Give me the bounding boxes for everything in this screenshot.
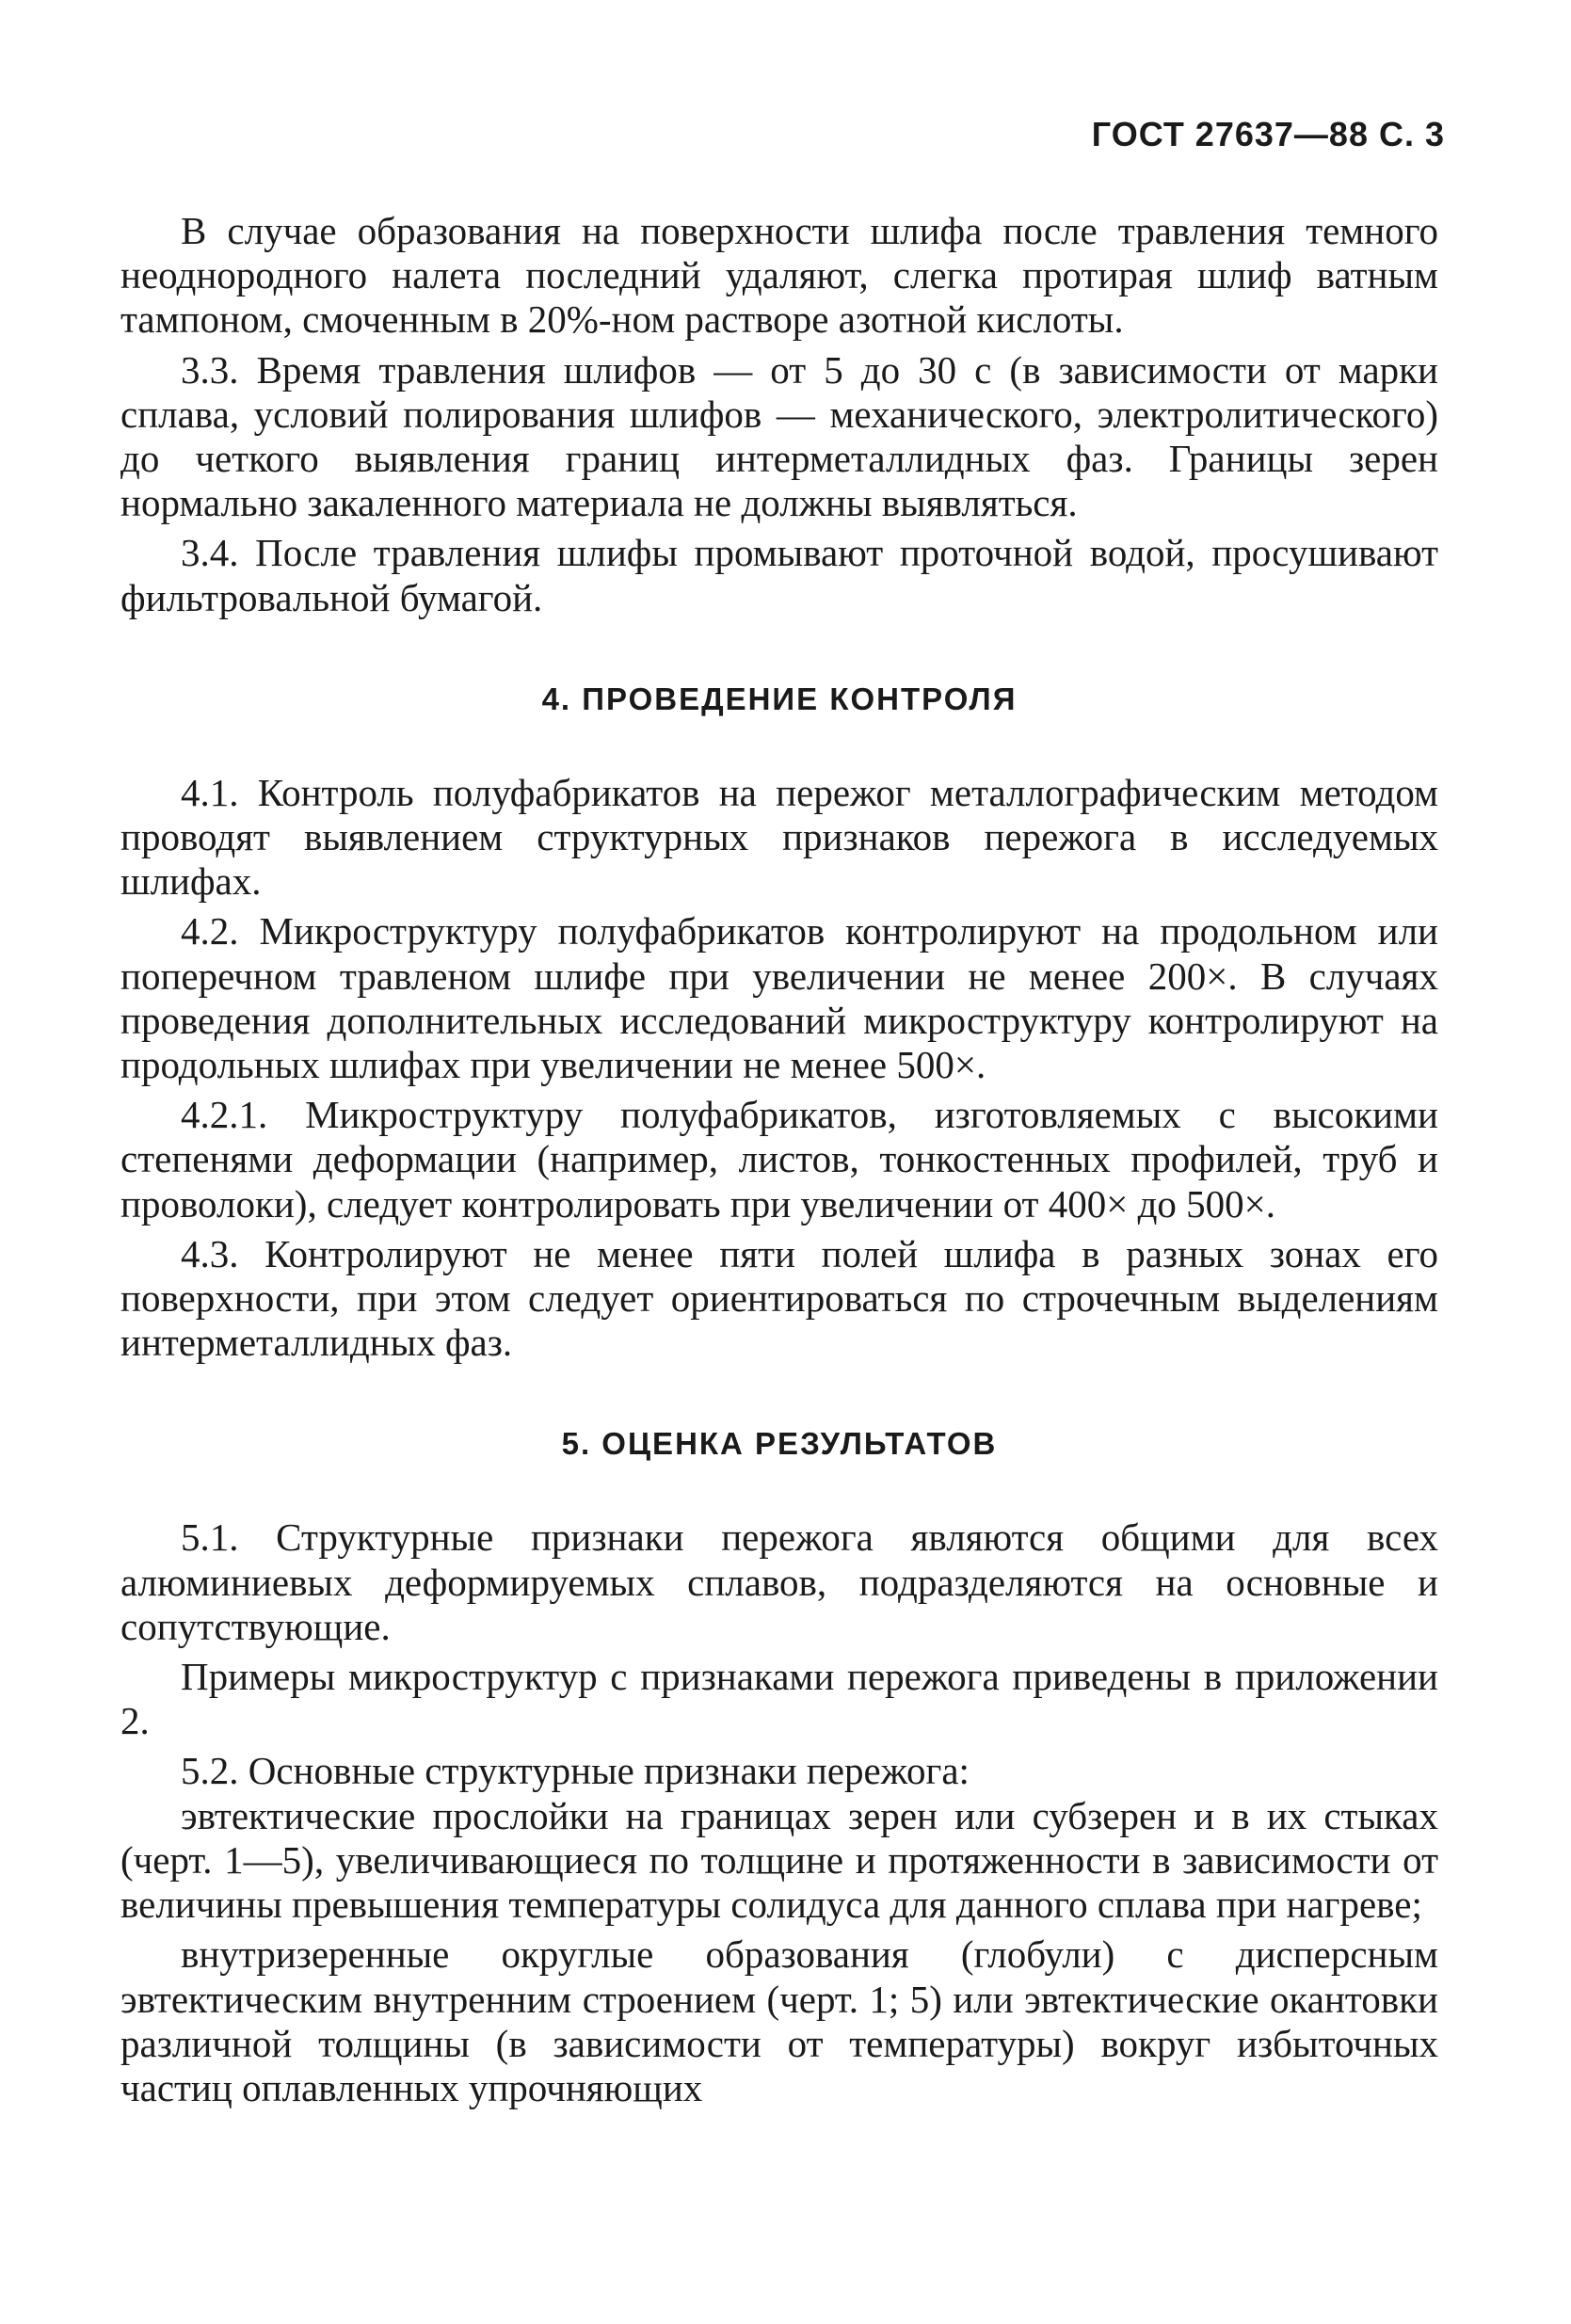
section-heading-5: 5. ОЦЕНКА РЕЗУЛЬТАТОВ [561,1426,998,1462]
paragraph-3-4: 3.4. После травления шлифы промывают проточной водой, просушивают фильтровальной бумагой. [120,531,1438,619]
paragraph-4-1: 4.1. Контроль полуфабрикатов на пережог металлографическим методом проводят выявлением структурных признаков пережога в исследуемых шлифах. [120,770,1438,904]
paragraph-globules: внутризеренные округлые образования (глобули) с дисперсным эвтектическим внутренним строением (черт. 1; 5) или эвтектические окантовки различной толщины (в зависимости от температуры) вокруг избыточных частиц оплавленных упрочняющих [120,1932,1438,2109]
document-body [120,209,1438,2110]
paragraph-3-3: 3.3. Время травления шлифов — от 5 до 30 с (в зависимости от марки сплава, условий полирования шлифов — механического, электролитического) до четкого выявления границ интерметаллидных фаз. Границы зерен нормально закаленного материала не должны выявляться. [120,347,1438,525]
paragraph-4-2-1: 4.2.1. Микроструктуру полуфабрикатов, изготовляемых с высокими степенями деформации (например, листов, тонкостенных профилей, труб и проволоки), следует контролировать при увеличении от 400× до 500×. [120,1093,1438,1226]
section-heading-4: 4. ПРОВЕДЕНИЕ КОНТРОЛЯ [541,681,1018,716]
running-header: ГОСТ 27637—88 С. 3 [1091,115,1445,153]
paragraph: В случае образования на поверхности шлифа после травления темного неоднородного налета последний удаляют, слегка протирая шлиф ватным тампоном, смоченным в 20%-ном растворе азотной кислоты. [120,209,1438,342]
paragraph-5-1: 5.1. Структурные признаки пережога являются общими для всех алюминиевых деформируемых сплавов, подразделяются на основные и сопутствующие. [120,1515,1438,1648]
paragraph-4-2: 4.2. Микроструктуру полуфабрикатов контролируют на продольном или поперечном травленом шлифе при увеличении не менее 200×. В случаях проведения дополнительных исследований микроструктуру контролируют на продольных шлифах при увеличении не менее 500×. [120,909,1438,1087]
paragraph-5-2: 5.2. Основные структурные признаки пережога: [181,1749,970,1793]
paragraph-eutectic-layers: эвтектические прослойки на границах зерен или субзерен и в их стыках (черт. 1—5), увеличивающиеся по толщине и протяженности в зависимости от величины превышения температуры солидуса для данного сплава при нагреве; [120,1793,1438,1927]
paragraph-4-3: 4.3. Контролируют не менее пяти полей шлифа в разных зонах его поверхности, при этом следует ориентироваться по строчечным выделениям интерметаллидных фаз. [120,1231,1438,1365]
paragraph-examples: Примеры микроструктур с признаками пережога приведены в приложении 2. [120,1655,1438,1743]
